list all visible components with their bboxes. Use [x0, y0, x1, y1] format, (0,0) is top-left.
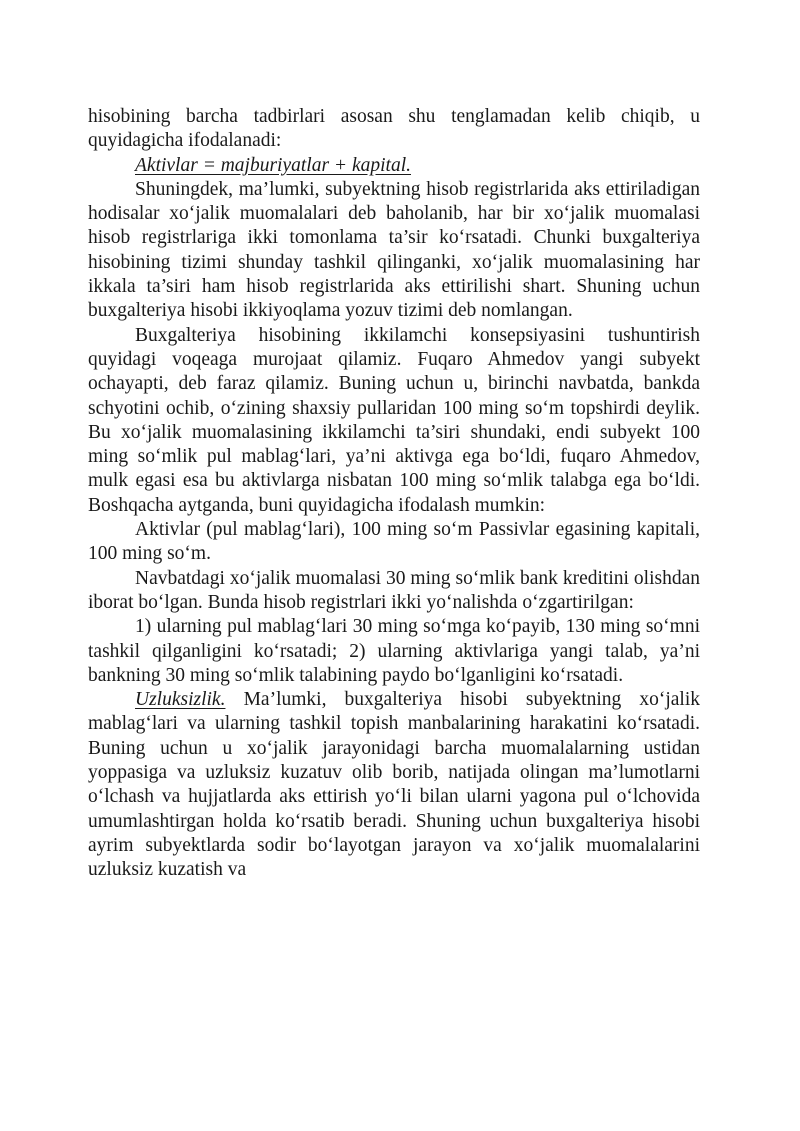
paragraph-intro: hisobining barcha tadbirlari asosan shu tenglamadan kelib chiqib, u quyidagicha ifodalanadi: — [88, 106, 700, 152]
document-page — [88, 105, 700, 883]
formula-text: Aktivlar = majburiyatlar + kapital. — [135, 154, 411, 176]
paragraph-assets-capital: Aktivlar (pul mablag‘lari), 100 ming so‘m Passivlar egasining kapitali, 100 ming so‘m. — [88, 519, 700, 565]
paragraph-continuity-text: Ma’lumki, buxgalteriya hisobi subyektning xo‘jalik mablag‘lari va ularning tashkil topish manbalarining harakatini ko‘rsatadi. Buning uchun u xo‘jalik jarayonidagi barcha muomalalarning ustidan yoppasiga va uzluksiz kuzatuv olib borib, natijada olingan ma’lumotlarni o‘lchash va hujjatlarda aks ettirish yo‘li bilan ularni yagona pul o‘lchovida umumlashtirgan holda ko‘rsatib beradi. Shuning uchun buxgalteriya hisobi ayrim subyektlarda sodir bo‘layotgan jarayon va xo‘jalik muomalalarini uzluksiz kuzatish va — [88, 689, 700, 881]
paragraph-double-entry: Shuningdek, ma’lumki, subyektning hisob registrlarida aks ettiriladigan hodisalar xo‘jalik muomalalari deb baholanib, har bir xo‘jalik muomalasi hisob registrlariga ikki tomonlama ta’sir ko‘rsatadi. Chunki buxgalteriya hisobining tizimi shunday tashkil qilinganki, xo‘jalik muomalasining har ikkala ta’siri ham hisob registrlarida aks ettirilishi shart. Shuning uchun buxgalteriya hisobi ikkiyoqlama yozuv tizimi deb nomlangan. — [88, 178, 700, 322]
paragraph-changes: 1) ularning pul mablag‘lari 30 ming so‘mga ko‘payib, 130 ming so‘mni tashkil qilganligini ko‘rsatadi; 2) ularning aktivlariga yangi talab, ya’ni bankning 30 ming so‘mlik talabining paydo bo‘lganligini ko‘rsatadi. — [88, 616, 700, 686]
paragraph-example: Buxgalteriya hisobining ikkilamchi konsepsiyasini tushuntirish quyidagi voqeaga murojaat qilamiz. Fuqaro Ahmedov yangi subyekt ochayapti, deb faraz qilamiz. Buning uchun u, birinchi navbatda, bankda schyotini ochib, o‘zining shaxsiy pullaridan 100 ming so‘m topshirdi deylik. Bu xo‘jalik muomalasining ikkilamchi ta’siri shundaki, endi subyekt 100 ming so‘mlik pul mablag‘lari, ya’ni aktivga ega bo‘ldi, fuqaro Ahmedov, mulk egasi esa bu aktivlarga nisbatan 100 ming so‘mlik talabga ega bo‘ldi. Boshqacha aytganda, buni quyidagicha ifodalash mumkin: — [88, 324, 700, 516]
formula-line — [88, 154, 700, 178]
term-continuity: Uzluksizlik. — [135, 689, 226, 711]
paragraph-bank-credit: Navbatdagi xo‘jalik muomalasi 30 ming so‘mlik bank kreditini olishdan iborat bo‘lgan. Bunda hisob registrlari ikki yo‘nalishda o‘zgartirilgan: — [88, 567, 700, 613]
paragraph-continuity — [88, 688, 700, 882]
